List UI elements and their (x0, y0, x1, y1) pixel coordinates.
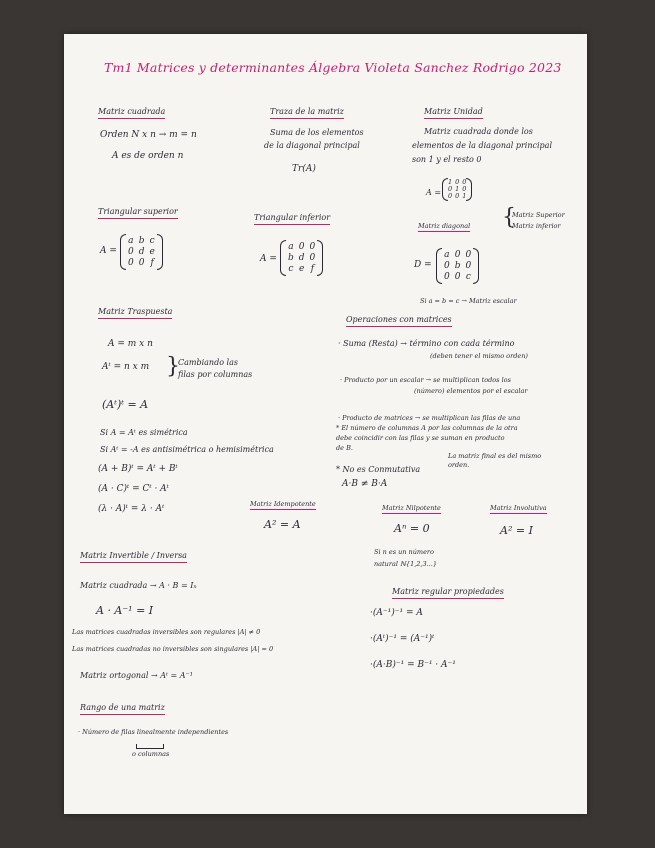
lower-triangular-matrix (280, 240, 323, 276)
matrix-cell: e (298, 264, 305, 274)
matrix-cell: b (454, 261, 461, 271)
matrix-cell: 1 (455, 185, 460, 193)
regular-p3: ·(A·B)⁻¹ = B⁻¹ · A⁻¹ (370, 660, 456, 670)
regular-p2: ·(Aᵗ)⁻¹ = (A⁻¹)ᵗ (370, 634, 435, 644)
nilpotente-n1: Si n es un número (374, 548, 434, 556)
matrix-cell: 0 (128, 247, 134, 257)
rango-l1: · Número de filas linealmente independientes (78, 728, 229, 736)
op-escalar-2: (número) elementos por el escalar (414, 387, 528, 395)
matrix-cell: 1 (448, 178, 453, 186)
cuadrada-line2: A es de orden n (112, 151, 184, 161)
identity-matrix (442, 178, 472, 201)
matrix-cell: 0 (444, 272, 450, 282)
matrix-cell: d (298, 253, 305, 263)
matrix-cell: 1 (462, 192, 467, 200)
matrix-cell: b (288, 253, 294, 263)
matrix-cell: b (138, 236, 145, 246)
traspuesta-l5: Si Aᵗ = -A es antisimétrica o hemisimétrica (100, 445, 274, 454)
op-conmutativa-2: A·B ≠ B·A (342, 479, 388, 489)
matrix-bracket-left (280, 240, 286, 276)
op-producto-6: orden. (448, 461, 470, 469)
heading-involutiva: Matriz Involutiva (490, 504, 547, 512)
unidad-line3: son 1 y el resto 0 (412, 155, 482, 164)
matrix-bracket-left (442, 178, 448, 201)
page-title: Tm1 Matrices y determinantes Álgebra Violeta Sanchez Rodrigo 2023 (104, 60, 562, 75)
matrix-cell: e (149, 247, 155, 257)
traza-line1: Suma de los elementos (270, 128, 364, 137)
matrix-cell: 0 (455, 178, 460, 186)
matrix-cell: 0 (454, 250, 461, 260)
matrix-bracket-left (436, 248, 442, 284)
op-suma-2: (deben tener el mismo orden) (430, 352, 528, 360)
matrix-cell: 0 (309, 242, 316, 252)
inversible-l5: Matriz ortogonal → Aᵗ = A⁻¹ (80, 671, 193, 680)
inversible-l3: Las matrices cuadradas inversibles son regulares |A| ≠ 0 (72, 628, 261, 636)
heading-rango: Rango de una matriz (80, 702, 165, 715)
op-producto-2: * El número de columnas A por las columnas de la otra (336, 424, 518, 432)
traspuesta-brace-b: filas por columnas (178, 370, 253, 379)
regular-p1: ·(A⁻¹)⁻¹ = A (370, 608, 423, 618)
matrix-cell: 0 (448, 192, 453, 200)
matrix-cell: d (138, 247, 145, 257)
heading-triangular-inferior: Triangular inferior (254, 212, 330, 225)
matrix-cell: a (128, 236, 134, 246)
heading-nilpotente: Matriz Nilpotente (382, 504, 441, 512)
matrix-cell: a (444, 250, 450, 260)
traspuesta-brace-a: Cambiando las (178, 358, 238, 367)
heading-matriz-traspuesta: Matriz Traspuesta (98, 306, 172, 319)
matrix-cell: 0 (138, 258, 145, 268)
diagonal-matrix (436, 248, 479, 284)
matrix-cell: 0 (309, 253, 316, 263)
nilpotente-n2: natural ℕ{1,2,3...} (374, 560, 437, 568)
unidad-label: A = (426, 188, 442, 197)
unidad-line2: elementos de la diagonal principal (412, 141, 553, 150)
diagonal-brace-inferior: Matriz inferior (512, 222, 561, 230)
matrix-cell: c (465, 272, 471, 282)
matrix-cell: 0 (444, 261, 450, 271)
idempotente-eq: A² = A (264, 518, 301, 531)
traspuesta-l6: (A + B)ᵗ = Aᵗ + Bᵗ (98, 464, 178, 474)
cuadrada-line1: Orden N x n → m = n (100, 130, 197, 140)
matrix-cell: 0 (465, 261, 472, 271)
op-producto-1: · Producto de matrices → se multiplican las filas de una (338, 414, 521, 422)
traspuesta-l1: A = m x n (108, 339, 153, 349)
matrix-cell: 0 (298, 242, 305, 252)
matrix-bracket-left (120, 234, 126, 270)
traspuesta-l2: Aᵗ = n x m (102, 362, 150, 372)
heading-matriz-diagonal: Matriz diagonal (418, 222, 471, 230)
tri-inf-label: A = (260, 254, 277, 264)
notebook-page (64, 34, 587, 814)
matrix-cell: 0 (128, 258, 134, 268)
matrix-bracket-right (317, 240, 323, 276)
rango-bracket (136, 744, 164, 749)
inversible-l2: A · A⁻¹ = I (96, 604, 154, 617)
matrix-cell: 0 (454, 272, 461, 282)
op-producto-5: La matriz final es del mismo (448, 452, 542, 460)
matrix-bracket-right (473, 248, 479, 284)
rango-l2: o columnas (132, 750, 170, 758)
matrix-cell: 0 (448, 185, 453, 193)
heading-matriz-regular: Matriz regular propiedades (392, 586, 504, 599)
op-suma-1: · Suma (Resta) → término con cada término (338, 339, 515, 348)
matrix-bracket-right (157, 234, 163, 270)
op-producto-4: de B. (336, 444, 353, 452)
matrix-cell: 0 (462, 178, 467, 186)
nilpotente-eq: Aⁿ = 0 (394, 522, 430, 535)
involutiva-eq: A² = I (500, 524, 533, 537)
traspuesta-l8: (λ · A)ᵗ = λ · Aᵗ (98, 504, 165, 514)
unidad-line1: Matriz cuadrada donde los (424, 127, 533, 136)
traspuesta-l7: (A · C)ᵗ = Cᵗ · Aᵗ (98, 484, 169, 494)
diagonal-brace: { (502, 205, 516, 230)
heading-traza: Traza de la matriz (270, 106, 344, 119)
inversible-l4: Las matrices cuadradas no inversibles son singulares |A| = 0 (72, 645, 274, 653)
op-escalar-1: · Producto por un escalar → se multiplican todos los (340, 376, 511, 384)
heading-matriz-unidad: Matriz Unidad (424, 106, 483, 119)
traspuesta-l4: Si A = Aᵗ es simétrica (100, 428, 188, 437)
diagonal-label: D = (414, 260, 432, 270)
traza-line2: de la diagonal principal (264, 141, 360, 150)
heading-triangular-superior: Triangular superior (98, 206, 178, 219)
heading-matriz-cuadrada: Matriz cuadrada (98, 106, 165, 119)
heading-matriz-inversible: Matriz Invertible / Inversa (80, 550, 187, 563)
matrix-cell: 0 (465, 250, 472, 260)
upper-triangular-matrix (120, 234, 163, 270)
matrix-cell: f (150, 258, 154, 268)
matrix-cell: a (288, 242, 294, 252)
traspuesta-brace: } (166, 354, 180, 379)
heading-operaciones: Operaciones con matrices (346, 314, 452, 327)
inversible-l1: Matriz cuadrada → A · B = Iₙ (80, 581, 197, 590)
matrix-cell: 0 (455, 192, 460, 200)
diagonal-escalar-note: Si a = b = c → Matriz escalar (420, 297, 517, 305)
matrix-cell: c (149, 236, 155, 246)
traspuesta-l3: (Aᵗ)ᵗ = A (102, 398, 149, 411)
diagonal-brace-superior: Matriz Superior (512, 211, 565, 219)
tri-sup-label: A = (100, 246, 117, 256)
matrix-cell: 0 (462, 185, 467, 193)
matrix-cell: c (288, 264, 294, 274)
op-producto-3: debe coincidir con las filas y se suman en producto (336, 434, 505, 442)
matrix-cell: f (310, 264, 315, 274)
traza-formula: Tr(A) (292, 164, 316, 174)
op-conmutativa-1: * No es Conmutativa (336, 465, 421, 474)
heading-idempotente: Matriz Idempotente (250, 500, 316, 508)
